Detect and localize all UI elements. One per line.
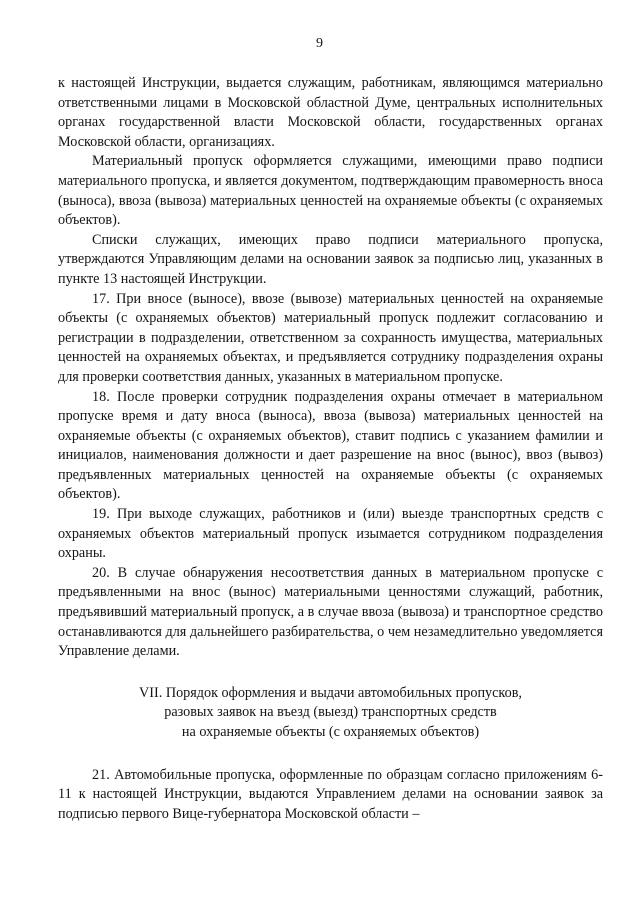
paragraph-signatory-lists: Списки служащих, имеющих право подписи материального пропуска, утверждаются Управляющим делами на основании заявок за подписью лиц, указанных в пункте 13 настоящей Инструкции.: [58, 231, 603, 287]
paragraph-continuation: к настоящей Инструкции, выдается служащим, работникам, являющимся материально ответственными лицами в Московской областной Думе, центральных исполнительных органах государственной власти Московской области, государственных органах Московской области, организациях.: [58, 75, 603, 150]
paragraph-item-19: 19. При выходе служащих, работников и (или) выезде транспортных средств с охраняемых объектов материальный пропуск изымается сотрудником подразделения охраны.: [58, 506, 603, 562]
paragraph-item-20: 20. В случае обнаружения несоответствия данных в материальном пропуске с предъявленными на внос (вынос) материальными ценностями служащий, работник, предъявивший материальный пропуск, а в случае ввоза (вывоза) и транспортное средство останавливаются для дальнейшего разбирательства, о чем незамедлительно уведомляется Управление делами.: [58, 564, 603, 660]
page-number: 9: [316, 36, 323, 51]
section-heading: [58, 684, 603, 743]
paragraph-item-21: 21. Автомобильные пропуска, оформленные по образцам согласно приложениям 6-11 к настоящей Инструкции, выдаются Управлением делами на основании заявок за подписью первого Вице-губернатора Московской области –: [58, 766, 603, 822]
section-heading-line: VII. Порядок оформления и выдачи автомобильных пропусков,: [139, 684, 522, 701]
section-heading-line: разовых заявок на въезд (выезд) транспортных средств: [164, 704, 497, 721]
paragraph-item-17: 17. При вносе (выносе), ввозе (вывозе) материальных ценностей на охраняемые объекты (с охраняемых объектов) материальный пропуск подлежит согласованию и регистрации в подразделении, ответственном за сохранность имущества, материальных ценностей на охраняемых объектах, и предъявляется сотруднику подразделения охраны для проверки соответствия данных, указанных в материальном пропуске.: [58, 290, 603, 385]
paragraph-item-18: 18. После проверки сотрудник подразделения охраны отмечает в материальном пропуске время и дату вноса (выноса), ввоза (вывоза) материальных ценностей на охраняемые объекты (с охраняемых объектов), ставит подпись с указанием фамилии и инициалов, наименования должности и дает разрешение на внос (вынос), ввоз (вывоз) предъявленных материальных ценностей на охраняемые объекты (с охраняемых объектов).: [58, 388, 603, 503]
document-body: [58, 74, 603, 824]
paragraph-pass-issuance: Материальный пропуск оформляется служащими, имеющими право подписи материального пропуска, и является документом, подтверждающим правомерность вноса (выноса), ввоза (вывоза) материальных ценностей на охраняемые объекты (с охраняемых объектов).: [58, 153, 603, 229]
section-heading-line: на охраняемые объекты (с охраняемых объектов): [181, 724, 480, 740]
